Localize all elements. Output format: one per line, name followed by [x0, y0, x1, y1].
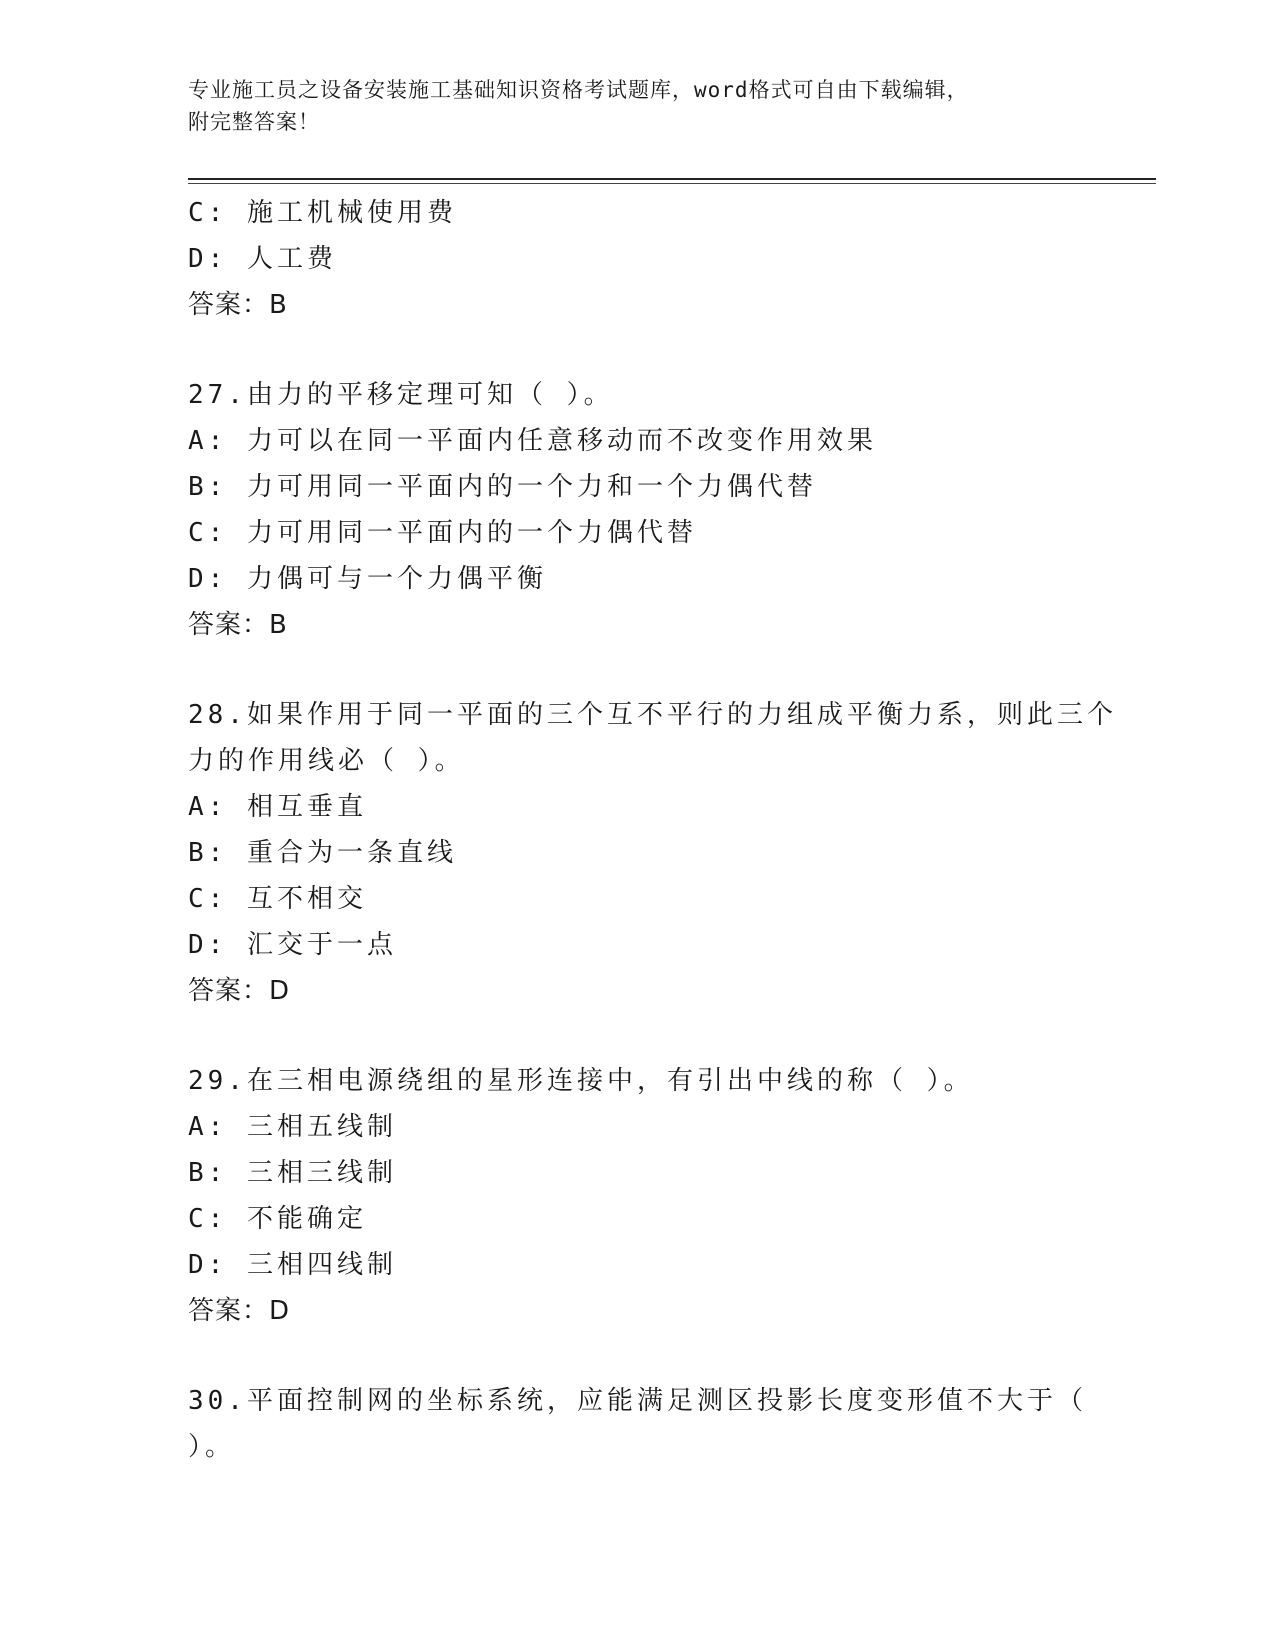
- question-28: [188, 692, 1117, 1014]
- question-26-tail: [188, 190, 1088, 328]
- option-b: B: 力可用同一平面内的一个力和一个力偶代替: [188, 472, 817, 502]
- header-line-2: 附完整答案！: [188, 110, 320, 134]
- question-list: [188, 190, 1117, 1470]
- question-27: [188, 372, 1088, 648]
- question-29: [188, 1058, 1088, 1334]
- option-a: A: 相互垂直: [188, 792, 367, 822]
- question-stem-line-2: ）。: [188, 1432, 236, 1462]
- question-stem-line-2: 力的作用线必（ ）。: [188, 746, 465, 776]
- question-stem: 27.由力的平移定理可知（ ）。: [188, 380, 614, 410]
- option-d: D: 人工费: [188, 244, 337, 274]
- header-line-1: 专业施工员之设备安装施工基础知识资格考试题库，word格式可自由下载编辑，: [188, 78, 969, 102]
- option-d: D: 汇交于一点: [188, 930, 397, 960]
- answer-line: 答案：D: [188, 976, 291, 1006]
- header-divider-thick: [188, 178, 1156, 180]
- option-d: D: 三相四线制: [188, 1250, 397, 1280]
- document-header: [188, 74, 1088, 138]
- question-stem-line-1: 30.平面控制网的坐标系统，应能满足测区投影长度变形值不大于（: [188, 1386, 1087, 1416]
- option-c: C: 力可用同一平面内的一个力偶代替: [188, 518, 697, 548]
- answer-line: 答案：B: [188, 290, 288, 320]
- option-b: B: 三相三线制: [188, 1158, 397, 1188]
- option-c: C: 互不相交: [188, 884, 367, 914]
- option-c: C: 施工机械使用费: [188, 198, 457, 228]
- option-c: C: 不能确定: [188, 1204, 367, 1234]
- option-d: D: 力偶可与一个力偶平衡: [188, 564, 547, 594]
- answer-line: 答案：D: [188, 1296, 291, 1326]
- question-stem: 29.在三相电源绕组的星形连接中，有引出中线的称（ ）。: [188, 1066, 974, 1096]
- header-divider-thin: [188, 183, 1156, 184]
- option-a: A: 三相五线制: [188, 1112, 397, 1142]
- answer-line: 答案：B: [188, 610, 288, 640]
- option-a: A: 力可以在同一平面内任意移动而不改变作用效果: [188, 426, 877, 456]
- question-stem-line-1: 28.如果作用于同一平面的三个互不平行的力组成平衡力系，则此三个: [188, 700, 1117, 730]
- option-b: B: 重合为一条直线: [188, 838, 457, 868]
- question-30: [188, 1378, 1088, 1470]
